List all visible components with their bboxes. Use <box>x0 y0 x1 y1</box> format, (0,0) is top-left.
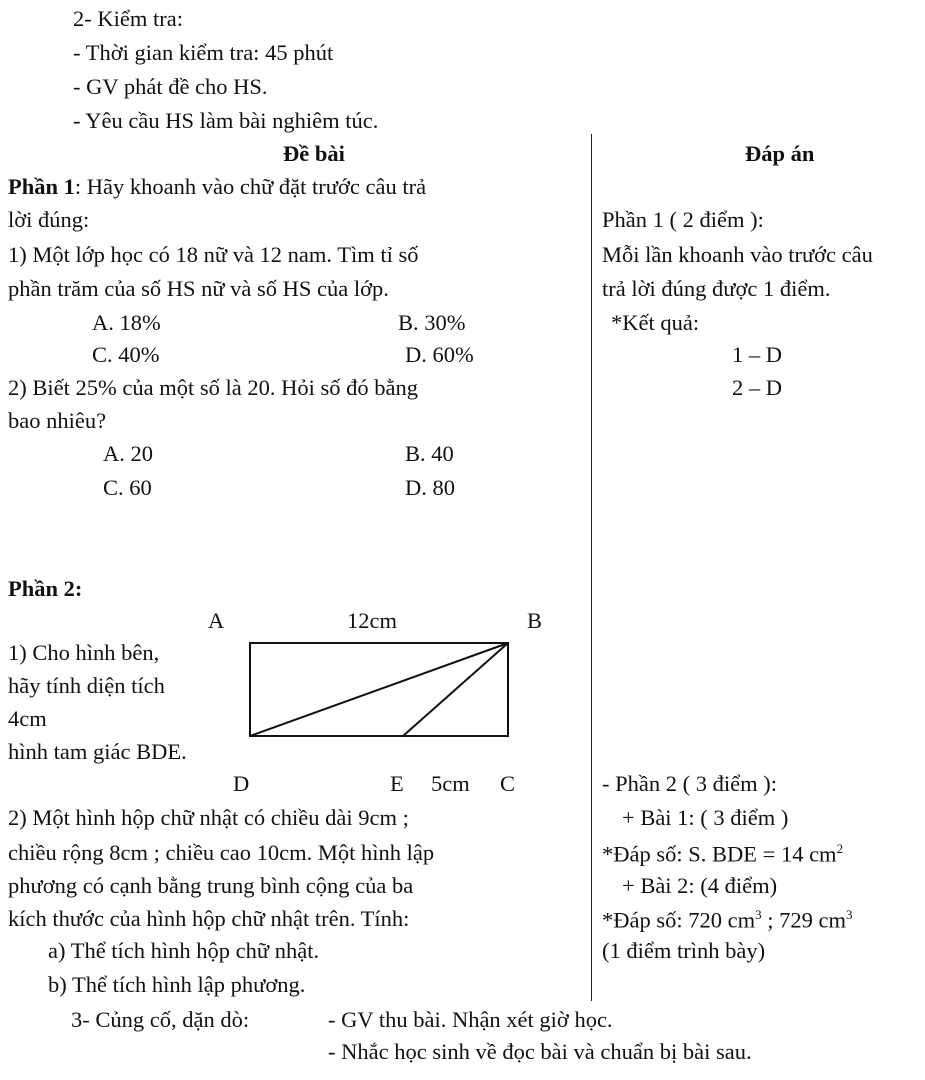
intro-line: - Yêu cầu HS làm bài nghiêm túc. <box>73 108 379 133</box>
closing-line: - Nhắc học sinh về đọc bài và chuẩn bị bài sau. <box>328 1039 752 1064</box>
closing-line: - GV thu bài. Nhận xét giờ học. <box>328 1007 613 1032</box>
superscript: 3 <box>845 907 853 922</box>
superscript: 2 <box>836 841 844 856</box>
answer-bai2-result <box>602 908 852 932</box>
section-heading-cung-co: 3- Củng cố, dặn dò: <box>71 1007 250 1032</box>
section-heading-kiem-tra: 2- Kiểm tra: <box>73 6 183 31</box>
answer-presentation: (1 điểm trình bày) <box>602 938 766 963</box>
q1-option-c: C. 40% <box>92 342 160 367</box>
intro-line: - Thời gian kiểm tra: 45 phút <box>73 40 334 65</box>
p2q2-text: phương có cạnh bằng trung bình cộng của ba <box>8 873 414 898</box>
q2-option-c: C. 60 <box>103 475 152 500</box>
part1-instruction-cont: lời đúng: <box>8 207 90 232</box>
p2q1-text: 4cm <box>8 706 47 731</box>
result-item: 2 – D <box>732 375 782 400</box>
p2q1-text: hãy tính diện tích <box>8 673 165 698</box>
p2q2-text: chiều rộng 8cm ; chiều cao 10cm. Một hình lập <box>8 840 435 865</box>
answer-bai2-text: *Đáp số: 720 cm <box>602 907 756 933</box>
part1-label: Phần 1 <box>8 174 75 199</box>
q1-option-a: A. 18% <box>92 310 161 335</box>
q2-option-b: B. 40 <box>405 441 454 466</box>
answer-bai1-result <box>602 842 843 866</box>
answer-part1-title: Phần 1 ( 2 điểm ): <box>602 207 764 232</box>
questions-header: Đề bài <box>283 141 345 166</box>
q1-text: phần trăm của số HS nữ và số HS của lớp. <box>8 276 389 301</box>
q1-text: 1) Một lớp học có 18 nữ và 12 nam. Tìm tỉ số <box>8 242 419 267</box>
answers-header: Đáp án <box>745 141 815 166</box>
p2q1-text: hình tam giác BDE. <box>8 739 187 764</box>
vertex-c-label: C <box>500 771 516 796</box>
answer-bai1-text: *Đáp số: S. BDE = 14 cm <box>602 841 837 867</box>
answer-bai1: + Bài 1: ( 3 điểm ) <box>622 805 789 830</box>
p2q2-item-a: a) Thể tích hình hộp chữ nhật. <box>48 938 320 963</box>
intro-line: - GV phát đề cho HS. <box>73 74 268 99</box>
p2q1-text: 1) Cho hình bên, <box>8 640 160 665</box>
result-label: *Kết quả: <box>611 310 700 335</box>
q2-text: 2) Biết 25% của một số là 20. Hỏi số đó bằng <box>8 375 418 400</box>
length-ec-label: 5cm <box>431 771 470 796</box>
vertex-e-label: E <box>390 771 404 796</box>
p2q2-text: kích thước của hình hộp chữ nhật trên. Tính: <box>8 906 410 931</box>
q1-option-d: D. 60% <box>405 342 474 367</box>
answer-bai2: + Bài 2: (4 điểm) <box>622 873 778 898</box>
segment-bd <box>250 643 508 736</box>
answer-part1-line: Mỗi lần khoanh vào trước câu <box>602 244 873 267</box>
vertex-b-label: B <box>527 608 543 633</box>
vertex-d-label: D <box>233 771 250 796</box>
answer-bai2-text: ; 729 cm <box>761 907 846 933</box>
superscript: 3 <box>755 907 762 922</box>
segment-be <box>403 643 508 736</box>
q2-option-a: A. 20 <box>103 441 153 466</box>
part2-label: Phần 2: <box>8 576 83 601</box>
length-ab-label: 12cm <box>347 608 397 633</box>
q1-option-b: B. 30% <box>398 310 466 335</box>
p2q2-item-b: b) Thể tích hình lập phương. <box>48 972 306 997</box>
answer-part2-title: - Phần 2 ( 3 điểm ): <box>602 771 777 796</box>
vertex-a-label: A <box>208 608 225 633</box>
result-item: 1 – D <box>732 342 782 367</box>
p2q2-text: 2) Một hình hộp chữ nhật có chiều dài 9cm ; <box>8 805 409 830</box>
q2-option-d: D. 80 <box>405 475 455 500</box>
answer-part1-line: trả lời đúng được 1 điểm. <box>602 276 831 301</box>
part1-instruction-text: : Hãy khoanh vào chữ đặt trước câu trả <box>74 174 427 199</box>
q2-text: bao nhiêu? <box>8 408 107 433</box>
